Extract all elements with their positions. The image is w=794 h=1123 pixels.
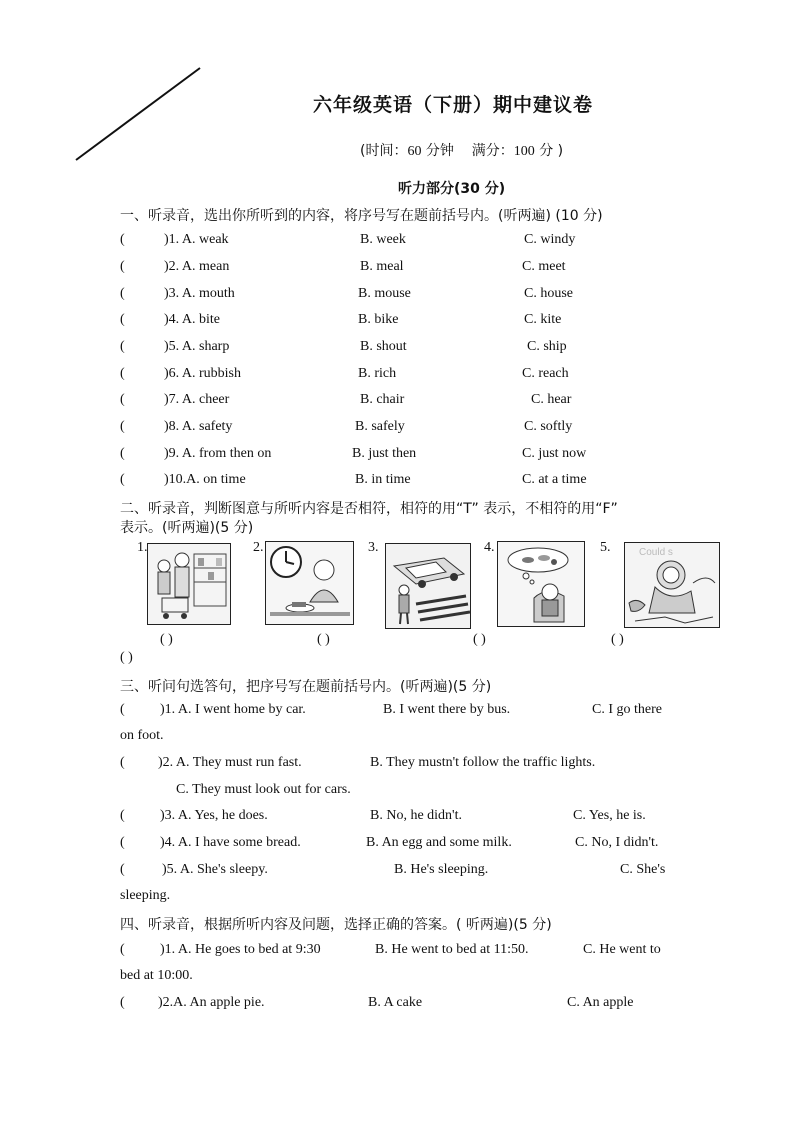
option-b: B. in time — [355, 472, 411, 487]
question-option: )2. A. They must run fast. — [158, 755, 302, 770]
option-b: B. meal — [360, 259, 404, 274]
option-c: C. at a time — [522, 472, 587, 487]
option-b: B. just then — [352, 446, 417, 461]
answer-paren[interactable]: ( — [120, 702, 125, 717]
family-shopping-icon — [147, 543, 231, 625]
option-a: )9. A. from then on — [164, 446, 272, 461]
section1-heading: 一、听录音，选出你所听到的内容，将序号写在题前括号内。(听两遍) (10 分) — [120, 208, 603, 224]
answer-paren[interactable]: ( — [120, 232, 125, 247]
question-option: )1. A. He goes to bed at 9:30 — [160, 942, 321, 957]
option-c: C. kite — [524, 312, 562, 327]
answer-paren[interactable]: ( — [120, 835, 125, 850]
option-c: C. hear — [531, 392, 572, 407]
section3-heading: 三、听问句选答句，把序号写在题前括号内。(听两遍)(5 分) — [120, 679, 492, 695]
clock-breakfast-icon — [265, 541, 354, 625]
answer-paren[interactable]: ( — [120, 446, 125, 461]
question-option: C. An apple — [567, 995, 634, 1010]
answer-paren[interactable]: ( — [120, 419, 125, 434]
option-b: B. rich — [358, 366, 397, 381]
section4-heading: 四、听录音，根据所听内容及问题，选择正确的答案。( 听两遍)(5 分) — [120, 917, 552, 933]
corner-diagonal-line — [70, 62, 206, 166]
answer-paren[interactable]: ( — [120, 286, 125, 301]
question-option: )4. A. I have some bread. — [160, 835, 301, 850]
exam-meta: (时间：60 分钟 满分：100 分 ) — [360, 143, 564, 159]
question-option: )2.A. An apple pie. — [158, 995, 265, 1010]
answer-bracket[interactable]: ( ) — [473, 632, 486, 647]
question-option: C. I go there — [592, 702, 662, 717]
option-a: )4. A. bite — [164, 312, 220, 327]
option-b: B. chair — [360, 392, 405, 407]
question-option: B. I went there by bus. — [383, 702, 511, 717]
answer-paren[interactable]: ( — [120, 366, 125, 381]
option-a: )6. A. rubbish — [164, 366, 241, 381]
question-option-wrap: bed at 10:00. — [120, 968, 193, 983]
option-a: )8. A. safety — [164, 419, 233, 434]
option-b: B. shout — [360, 339, 407, 354]
question-option-wrap: sleeping. — [120, 888, 171, 903]
answer-bracket[interactable]: ( ) — [317, 632, 330, 647]
answer-bracket[interactable]: ( ) — [120, 650, 133, 665]
option-c: C. house — [524, 286, 573, 301]
question-option: B. No, he didn't. — [370, 808, 462, 823]
section2-heading-line2: 表示。(听两遍)(5 分) — [120, 520, 254, 536]
question-option-wrap: on foot. — [120, 728, 164, 743]
listening-part-heading: 听力部分(30 分) — [398, 181, 506, 197]
svg-text:Could s: Could s — [639, 547, 673, 558]
question-option: )5. A. She's sleepy. — [162, 862, 268, 877]
option-c: C. ship — [527, 339, 567, 354]
question-option: C. They must look out for cars. — [176, 782, 351, 797]
section2-heading-line1: 二、听录音，判断图意与所听内容是否相符，相符的用“T” 表示，不相符的用“F” — [120, 501, 618, 517]
answer-paren[interactable]: ( — [120, 312, 125, 327]
option-c: C. reach — [522, 366, 569, 381]
answer-paren[interactable]: ( — [120, 862, 125, 877]
picture-number: 2. — [253, 540, 264, 555]
option-b: B. week — [360, 232, 406, 247]
option-a: )5. A. sharp — [164, 339, 230, 354]
question-option: C. No, I didn't. — [575, 835, 659, 850]
answer-bracket[interactable]: ( ) — [611, 632, 624, 647]
question-option: C. Yes, he is. — [573, 808, 646, 823]
option-a: )10.A. on time — [164, 472, 246, 487]
answer-paren[interactable]: ( — [120, 808, 125, 823]
question-option: )1. A. I went home by car. — [160, 702, 306, 717]
question-option: B. A cake — [368, 995, 423, 1010]
option-a: )1. A. weak — [164, 232, 229, 247]
question-option: )3. A. Yes, he does. — [160, 808, 268, 823]
picture-number: 3. — [368, 540, 379, 555]
answer-paren[interactable]: ( — [120, 392, 125, 407]
answer-paren[interactable]: ( — [120, 755, 125, 770]
option-c: C. windy — [524, 232, 576, 247]
answer-paren[interactable]: ( — [120, 472, 125, 487]
option-a: )3. A. mouth — [164, 286, 235, 301]
child-thinking-icon — [497, 541, 585, 627]
question-option: B. He's sleeping. — [394, 862, 489, 877]
lion-zoo-icon — [624, 542, 720, 628]
answer-paren[interactable]: ( — [120, 259, 125, 274]
option-c: C. meet — [522, 259, 566, 274]
question-option: B. He went to bed at 11:50. — [375, 942, 529, 957]
option-c: C. softly — [524, 419, 573, 434]
answer-paren[interactable]: ( — [120, 995, 125, 1010]
picture-number: 4. — [484, 540, 495, 555]
question-option: B. They mustn't follow the traffic lights. — [370, 755, 596, 770]
question-option: C. He went to — [583, 942, 661, 957]
option-a: )2. A. mean — [164, 259, 230, 274]
option-b: B. safely — [355, 419, 405, 434]
answer-paren[interactable]: ( — [120, 339, 125, 354]
page-title: 六年级英语（下册）期中建议卷 — [313, 94, 594, 116]
option-b: B. mouse — [358, 286, 411, 301]
option-a: )7. A. cheer — [164, 392, 230, 407]
picture-number: 5. — [600, 540, 611, 555]
car-crossing-icon — [385, 543, 471, 629]
answer-paren[interactable]: ( — [120, 942, 125, 957]
question-option: B. An egg and some milk. — [366, 835, 512, 850]
option-c: C. just now — [522, 446, 587, 461]
option-b: B. bike — [358, 312, 399, 327]
answer-bracket[interactable]: ( ) — [160, 632, 173, 647]
question-option: C. She's — [620, 862, 666, 877]
picture-number: 1. — [137, 540, 148, 555]
